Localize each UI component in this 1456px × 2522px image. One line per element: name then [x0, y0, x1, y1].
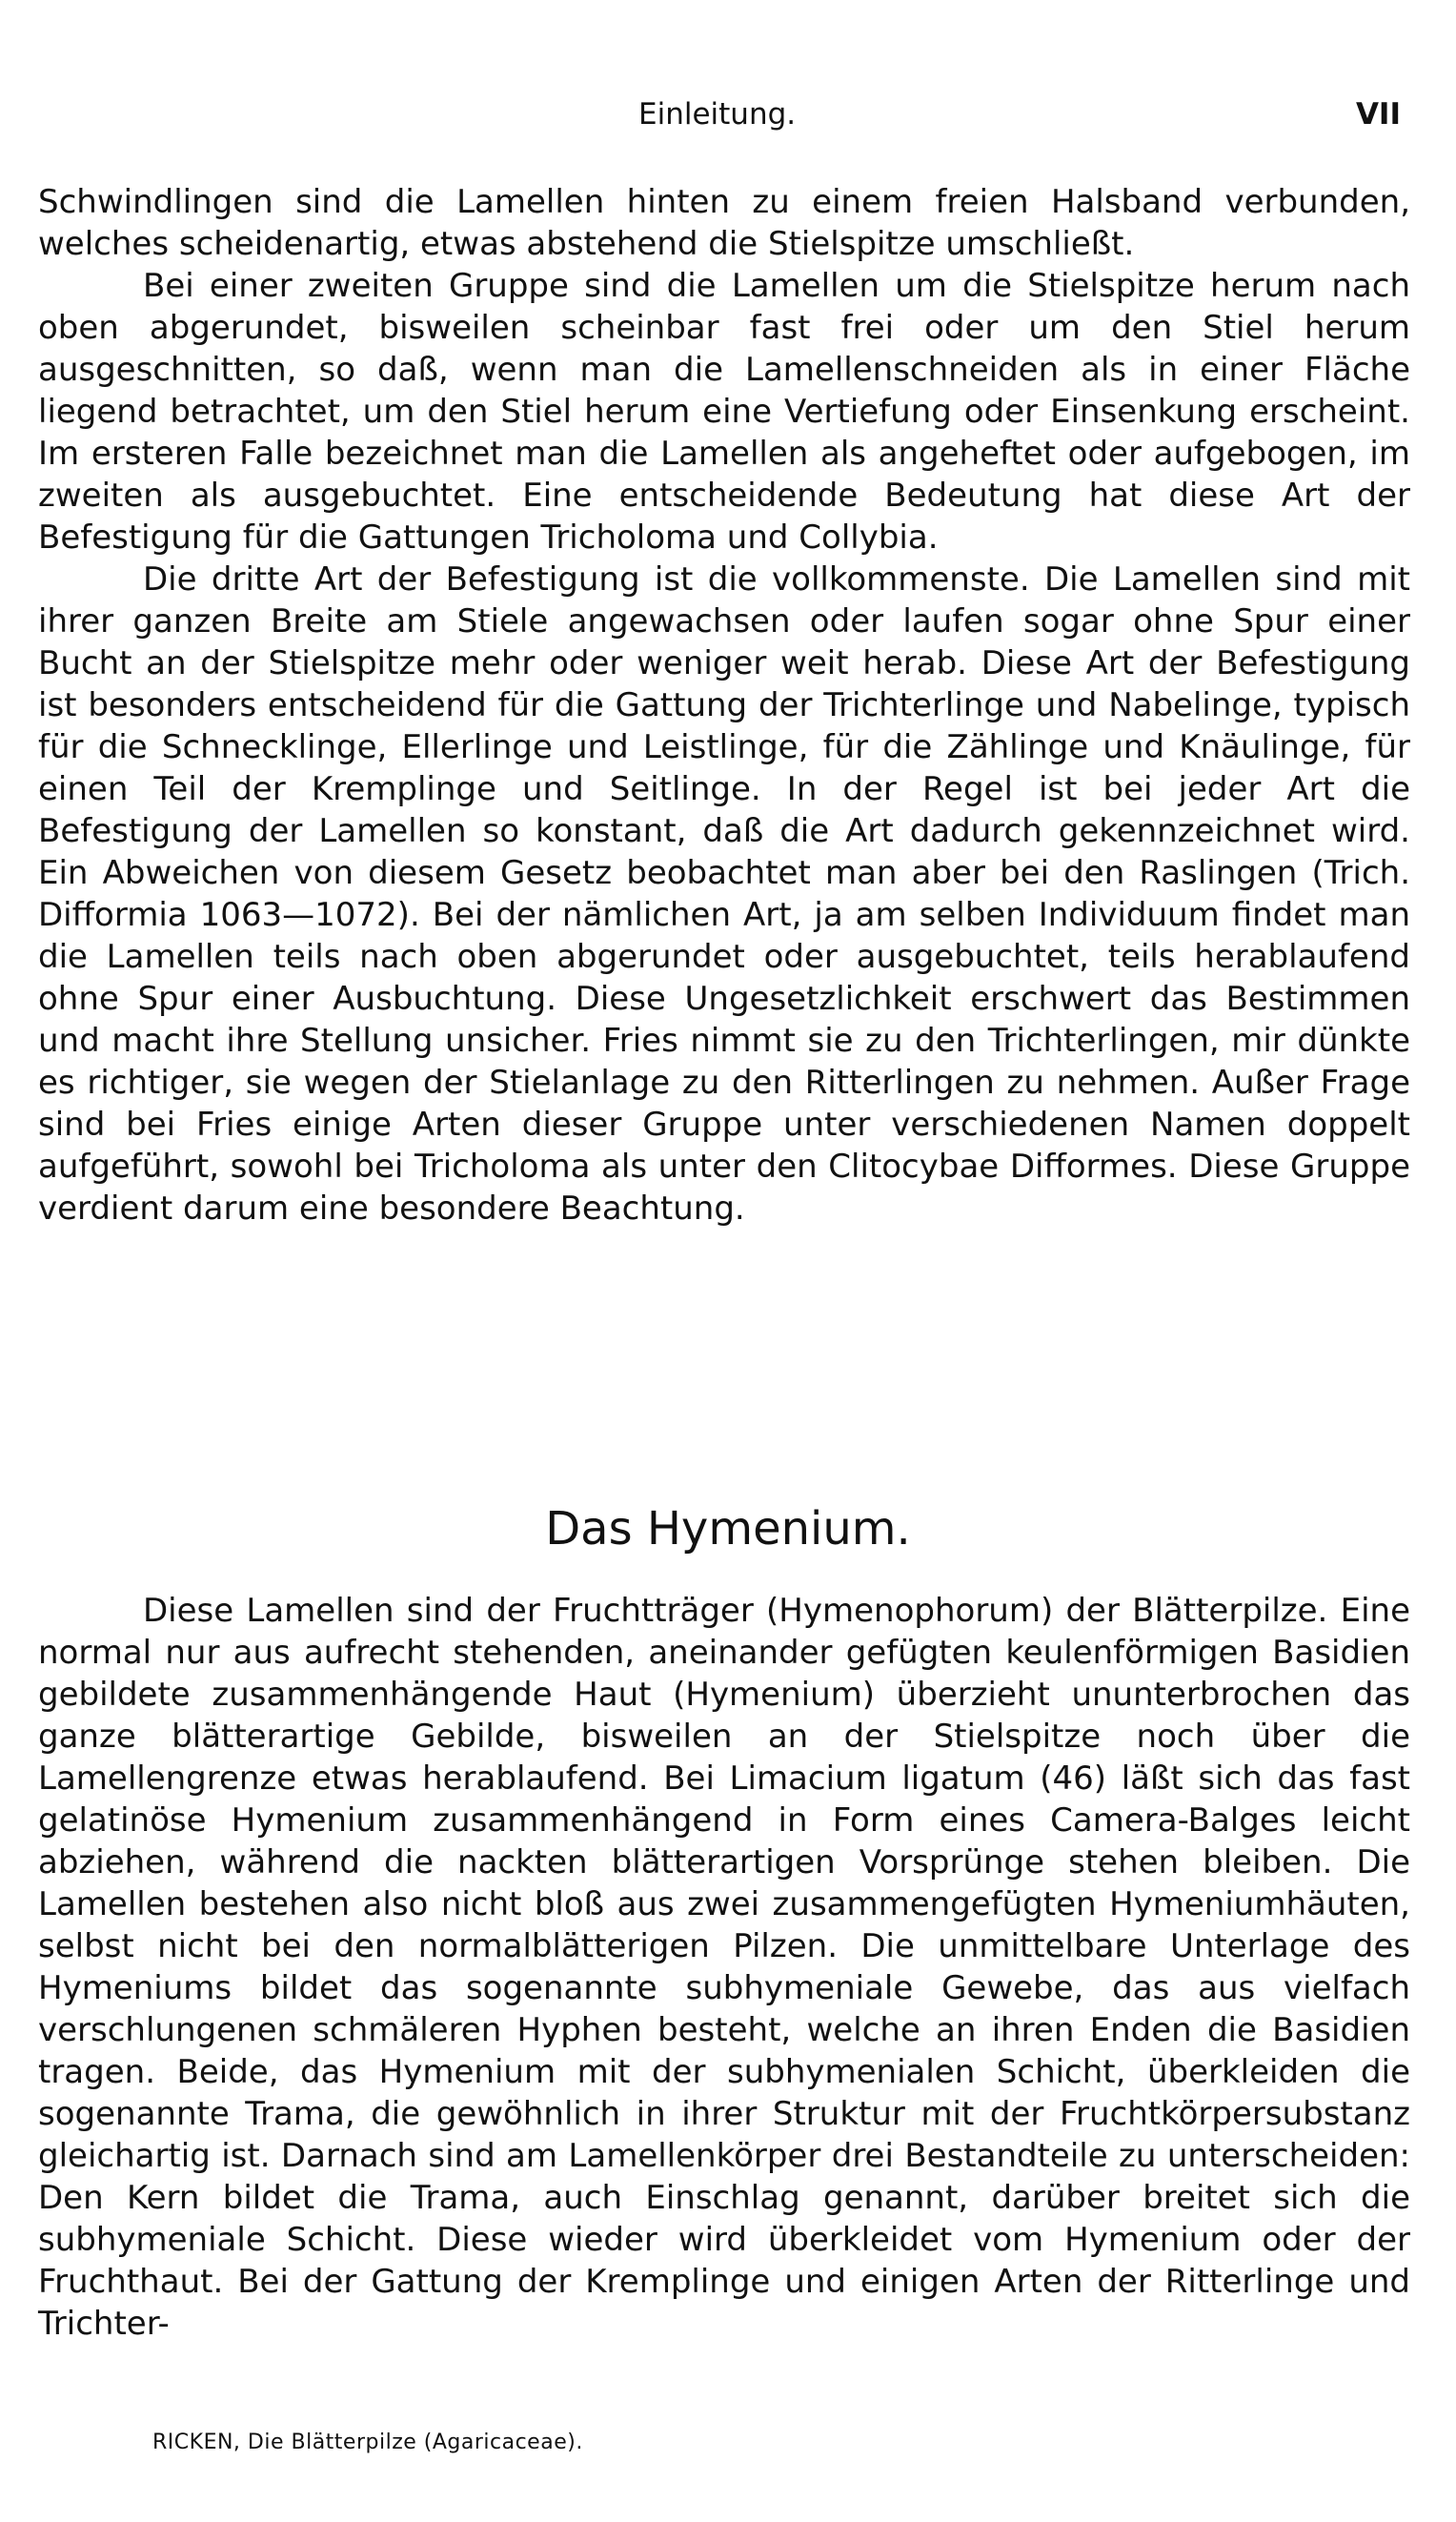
- page-number: VII: [1355, 97, 1401, 132]
- paragraph: Bei einer zweiten Gruppe sind die Lamellen um die Stielspitze herum nach oben abgerundet, bisweilen scheinbar fast frei oder um den Stiel herum ausgeschnitten, so daß, wenn man die Lamellenschneiden als in einer Fläche liegend betrachtet, um den Stiel herum eine Vertiefung oder Einsenkung erscheint. Im ersteren Falle bezeichnet man die Lamellen als angeheftet oder aufgebogen, im zweiten als ausgebuchtet. Eine entscheidende Bedeutung hat diese Art der Befestigung für die Gattungen Tricholoma und Collybia.: [38, 267, 1410, 557]
- header-title: Einleitung.: [638, 97, 797, 132]
- section-heading: Das Hymenium.: [545, 1502, 911, 1556]
- paragraph: Schwindlingen sind die Lamellen hinten zu einem freien Halsband verbunden, welches scheidenartig, etwas abstehend die Stielspitze umschließt.: [38, 183, 1410, 263]
- paragraph: Die dritte Art der Befestigung ist die vollkommenste. Die Lamellen sind mit ihrer ganzen Breite am Stiele angewachsen oder laufen sogar ohne Spur einer Bucht an der Stielspitze mehr oder weniger weit herab. Diese Art der Befestigung ist besonders entscheidend für die Gattung der Trichterlinge und Nabelinge, typisch für die Schnecklinge, Ellerlinge und Leistlinge, für die Zählinge und Knäulinge, für einen Teil der Kremplinge und Seitlinge. In der Regel ist bei jeder Art die Befestigung der Lamellen so konstant, daß die Art dadurch gekennzeichnet wird. Ein Abweichen von diesem Gesetz beobachtet man aber bei den Raslingen (Trich. Difformia 1063—1072). Bei der nämlichen Art, ja am selben Individuum findet man die Lamellen teils nach oben abgerundet oder ausgebuchtet, teils herablaufend ohne Spur einer Ausbuchtung. Diese Ungesetzlichkeit erschwert das Bestimmen und macht ihre Stellung unsicher. Fries nimmt sie zu den Trichterlingen, mir dünkte es richtiger, sie wegen der Stielanlage zu den Ritterlingen zu nehmen. Außer Frage sind bei Fries einige Arten dieser Gruppe unter verschiedenen Namen doppelt aufgeführt, sowohl bei Tricholoma als unter den Clitocybae Difformes. Diese Gruppe verdient darum eine besondere Beachtung.: [38, 560, 1410, 1228]
- body-text-block-1: [38, 181, 1410, 1230]
- body-text-block-2: [38, 1590, 1410, 2345]
- running-header: [0, 88, 1456, 145]
- paragraph: Diese Lamellen sind der Fruchtträger (Hymenophorum) der Blätterpilze. Eine normal nur aus aufrecht stehenden, aneinander gefügten keulenförmigen Basidien gebildete zusammenhängende Haut (Hymenium) überzieht ununterbrochen das ganze blätterartige Gebilde, bisweilen an der Stielspitze noch über die Lamellengrenze etwas herablaufend. Bei Limacium ligatum (46) läßt sich das fast gelatinöse Hymenium zusammenhängend in Form eines Camera-Balges leicht abziehen, während die nackten blätterartigen Vorsprünge stehen bleiben. Die Lamellen bestehen also nicht bloß aus zwei zusammengefügten Hymeniumhäuten, selbst nicht bei den normalblätterigen Pilzen. Die unmittelbare Unterlage des Hymeniums bildet das sogenannte subhymeniale Gewebe, das aus vielfach verschlungenen schmäleren Hyphen besteht, welche an ihren Enden die Basidien tragen. Beide, das Hymenium mit der subhymenialen Schicht, überkleiden die sogenannte Trama, die gewöhnlich in ihrer Struktur mit der Fruchtkörpersubstanz gleichartig ist. Darnach sind am Lamellenkörper drei Bestandteile zu unterscheiden: Den Kern bildet die Trama, auch Einschlag genannt, darüber breitet sich die subhymeniale Schicht. Diese wieder wird überkleidet vom Hymenium oder der Fruchthaut. Bei der Gattung der Kremplinge und einigen Arten der Ritterlinge und Trichter-: [38, 1592, 1410, 2343]
- footer-signature: RICKEN, Die Blätterpilze (Agaricaceae).: [152, 2430, 583, 2454]
